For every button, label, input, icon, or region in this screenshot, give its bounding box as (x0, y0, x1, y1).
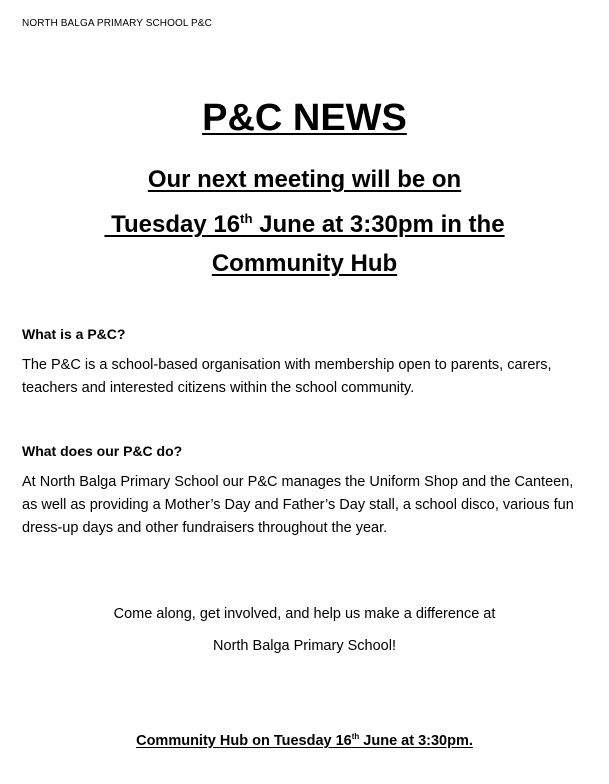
section-body: The P&C is a school-based organisation with membership open to parents, carers, teachers and interested citizens within the school community. (22, 357, 552, 396)
meeting-announcement-line-1: Our next meeting will be on (147, 166, 462, 193)
newsletter-title: P&C NEWS (202, 97, 407, 139)
meeting-date-suffix: th (240, 211, 253, 226)
closing-line-2: North Balga Primary School! (213, 638, 396, 654)
meeting-time-text: June at 3:30pm in the (252, 211, 505, 238)
organisation-header: NORTH BALGA PRIMARY SCHOOL P&C (22, 18, 212, 29)
footer-text-pre: Community Hub on Tuesday 16 (136, 733, 352, 749)
section-what-does-pc-do (22, 443, 587, 540)
section-what-is-pc (22, 326, 587, 400)
closing-line-1: Come along, get involved, and help us make a difference at (113, 606, 496, 622)
section-body: At North Balga Primary School our P&C manages the Uniform Shop and the Canteen, as well as providing a Mother’s Day and Father’s Day stall, a school disco, various fun dress-up days and other fundraisers throughout the year. (22, 474, 574, 536)
section-heading: What is a P&C? (22, 326, 126, 342)
footer-date-suffix: th (351, 732, 360, 742)
footer-meeting-reminder (0, 733, 609, 749)
meeting-announcement-line-2 (0, 211, 609, 239)
footer-text-post: June at 3:30pm. (359, 733, 473, 749)
meeting-location: Community Hub (211, 250, 398, 277)
meeting-day-text: Tuesday 16 (104, 211, 241, 238)
section-heading: What does our P&C do? (22, 443, 183, 459)
